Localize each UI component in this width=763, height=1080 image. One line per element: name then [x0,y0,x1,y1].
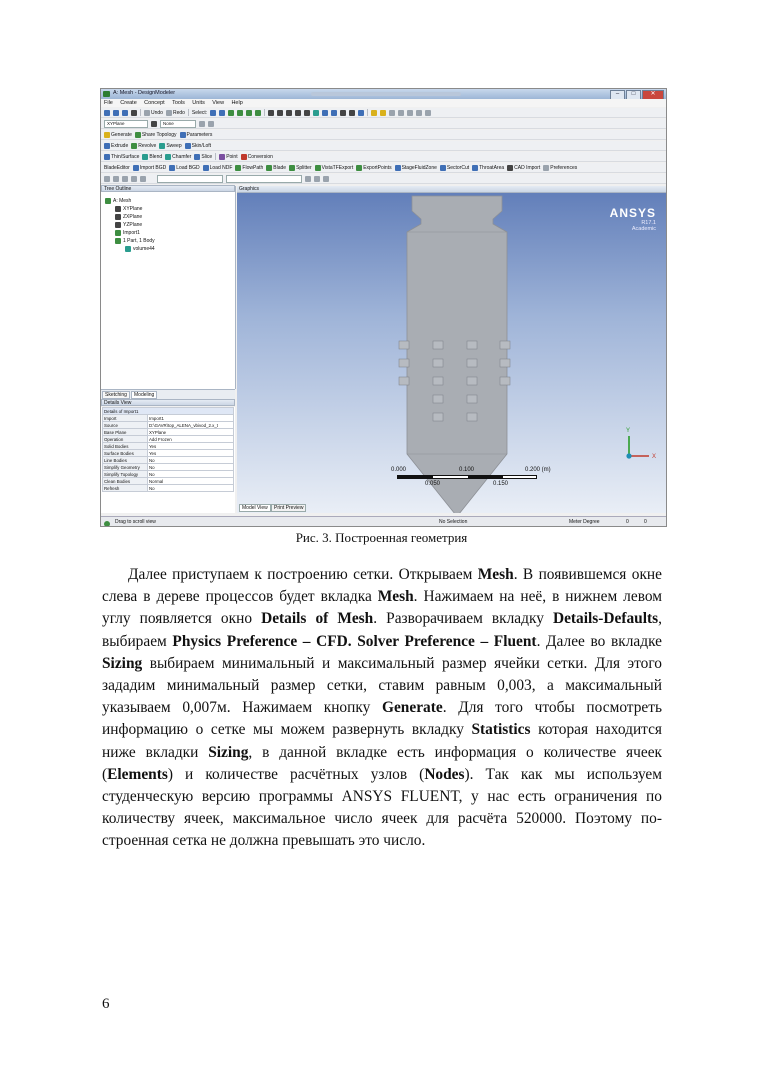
splitter-button[interactable]: Splitter [289,165,312,171]
load-bgd-button[interactable]: Load BGD [169,165,199,171]
menu-units[interactable]: Units [192,100,205,106]
tree-node-yzplane[interactable]: YZPlane [115,222,142,228]
export-points-icon [356,165,362,171]
vistatf-icon [315,165,321,171]
filter-4-icon[interactable] [131,176,137,182]
menu-tools[interactable]: Tools [172,100,185,106]
close-button[interactable]: ✕ [642,90,664,100]
undo-button[interactable]: Undo [144,110,163,116]
bold-term: Details-Defaults [552,610,659,628]
graphics-viewport[interactable]: Y X ANSYS R17.1 Academic 0.000 0.100 0.200 (m) 0.050 0.150 [237,186,666,513]
svg-text:X: X [652,454,657,460]
graphics-header: Graphics [237,186,666,193]
filter-1-icon[interactable] [104,176,110,182]
tree-node-import1[interactable]: Import1 [115,230,140,236]
details-row[interactable]: Operation Add Frozen [103,436,234,443]
body-paragraph [102,564,662,853]
geometry-view [237,186,666,513]
cad-import-icon [507,165,513,171]
filter-8-icon[interactable] [323,176,329,182]
filter-3-icon[interactable] [122,176,128,182]
plane-icon [115,222,121,228]
status-value-2: 0 [644,519,647,525]
import-icon [115,230,121,236]
bold-term: Generate [382,699,443,717]
bold-term: Physics Preference – CFD. Solver Preference – Fluent [172,632,537,650]
new-sketch-icon[interactable] [199,121,205,127]
zoom-fit-icon[interactable] [304,110,310,116]
select-edges-icon[interactable] [237,110,243,116]
axis-triad [626,428,656,460]
tree-node-volume[interactable]: volume44 [125,246,155,252]
minimize-button[interactable]: – [610,90,625,100]
share-topology-icon [135,132,141,138]
new-plane-icon[interactable] [151,121,157,127]
bold-term: Elements [107,765,168,783]
export-icon[interactable] [122,110,128,116]
screenshot-icon[interactable] [131,110,137,116]
details-row[interactable]: Import Import1 [103,415,234,422]
tab-modeling[interactable]: Modeling [131,391,157,399]
sketch-select[interactable]: None [160,120,196,128]
redo-button[interactable]: Redo [166,110,185,116]
text-run: ) и количестве расчётных узлов ( [167,765,425,783]
display-model-icon[interactable] [358,110,364,116]
tree-outline-header: Tree Outline [101,185,235,192]
generate-toolbar [101,130,666,140]
filter-5-icon[interactable] [140,176,146,182]
details-row[interactable]: Simplify Topology No [103,471,234,478]
lightning-icon [104,132,110,138]
generate-button[interactable]: Generate [104,132,132,138]
thick-edge-icon[interactable] [398,110,404,116]
share-topology-button[interactable]: Share Topology [135,132,177,138]
bold-term: Sizing [208,743,249,761]
rotate-icon[interactable] [268,110,274,116]
title-bar [101,89,666,99]
model-icon [105,198,111,204]
parameters-button[interactable]: Parameters [180,132,213,138]
previous-view-icon[interactable] [322,110,328,116]
import-bgd-icon [133,165,139,171]
edge-color-icon[interactable] [380,110,386,116]
display-plane-icon[interactable] [349,110,355,116]
details-row[interactable]: Simplify Geometry No [103,464,234,471]
tab-model-view[interactable]: Model View [239,504,271,512]
import-bgd-button[interactable]: Import BGD [133,165,166,171]
text-run: , в данной вкладке есть информация о количестве ячеек ( [102,743,662,783]
details-row[interactable]: Source D:\GAVR\top_ALENA_vbivod_2.x_t [103,422,234,429]
splitter-icon [289,165,295,171]
sector-cut-icon [440,165,446,171]
chamfer-button[interactable]: Chamfer [165,154,191,160]
details-row[interactable]: Base Plane XYPlane [103,429,234,436]
filter-field-2[interactable] [226,175,302,183]
menu-create[interactable]: Create [120,100,137,106]
vertex-icon[interactable] [416,110,422,116]
face-color-icon[interactable] [371,110,377,116]
text-run: . Нажимаем на неё, в нижнем левом углу появляется окно [102,588,662,628]
details-row[interactable]: Surface Bodies Yes [103,450,234,457]
select-filter-icon[interactable] [219,110,225,116]
sector-cut-button[interactable]: SectorCut [440,165,469,171]
features-toolbar [101,141,666,151]
tree-node-xyplane[interactable]: XYPlane [115,206,142,212]
export-points-button[interactable]: ExportPoints [356,165,391,171]
save-icon[interactable] [113,110,119,116]
svg-text:Y: Y [626,428,631,434]
revolve-button[interactable]: Revolve [131,143,156,149]
bold-term: Nodes [424,765,465,783]
tree-tabs [101,389,235,399]
details-title: Details of Import1 [103,408,234,415]
window-title: A: Mesh - DesignModeler [113,90,176,96]
select-bodies-icon[interactable] [255,110,261,116]
menu-bar [101,99,666,107]
menu-help[interactable]: Help [231,100,243,106]
extrude-icon [104,143,110,149]
text-run: . Далее во вкладке [536,632,662,650]
throat-area-icon [472,165,478,171]
tab-print-preview[interactable]: Print Preview [271,504,306,512]
text-run: . В появившемся окне слева в дереве процессов будет вкладка [102,566,662,606]
bladegen-toolbar [101,163,666,173]
blend-button[interactable]: Blend [142,154,162,160]
text-run: ). Так как мы используем студенческую версию программы ANSYS FLUENT, у нас есть ограничения по количеству ячеек, максимальное число ячеек для расчёта 520000. Поэтому построенная сетка не должна превышать это число. [102,765,663,850]
thin-surface-button[interactable]: Thin/Surface [104,154,139,160]
flowpath-button[interactable]: FlowPath [235,165,263,171]
parameters-icon [180,132,186,138]
maximize-button[interactable]: □ [626,90,641,100]
extrude-button[interactable]: Extrude [104,143,128,149]
point-button[interactable]: Point [219,154,237,160]
details-row[interactable]: Solid Bodies Yes [103,443,234,450]
plane-icon [115,206,121,212]
load-ndf-icon [203,165,209,171]
bold-term: Mesh [377,588,414,606]
modify-toolbar [101,152,666,162]
redo-icon [166,110,172,116]
conversion-button[interactable]: Conversion [241,154,273,160]
skin-loft-button[interactable]: Skin/Loft [185,143,211,149]
blade-editor-button[interactable]: BladeEditor [104,164,130,171]
text-run: , выбираем [102,610,662,650]
text-run: . Разворачиваем вкладку [373,610,553,628]
filter-toolbar [101,174,666,184]
blade-icon [266,165,272,171]
body-geometry [407,196,507,513]
flowpath-icon [235,165,241,171]
chamfer-icon [165,154,171,160]
plane-toolbar [101,119,666,129]
plane-select[interactable]: XYPlane [104,120,148,128]
load-bgd-icon [169,165,175,171]
filter-6-icon[interactable] [305,176,311,182]
plane-icon [115,214,121,220]
body-icon [125,246,131,252]
status-units: Meter Degree [569,519,600,525]
zoom-icon[interactable] [286,110,292,116]
vistatf-export-button[interactable]: VistaTFExport [315,165,354,171]
slice-button[interactable]: Slice [194,154,212,160]
menu-file[interactable]: File [104,100,113,106]
status-bar [101,516,666,527]
undo-icon [144,110,150,116]
tree-node-root[interactable]: A: Mesh [105,198,131,204]
text-run: Далее приступаем к построению сетки. Открываем [128,566,478,583]
cad-import-button[interactable]: CAD Import [507,165,540,171]
tree-node-parts[interactable]: 1 Part, 1 Body [115,238,155,244]
tree-outline [101,186,236,389]
details-row[interactable]: Clean Bodies Normal [103,478,234,485]
pan-icon[interactable] [277,110,283,116]
preferences-icon [543,165,549,171]
tab-sketching[interactable]: Sketching [102,391,130,399]
details-row[interactable]: Refresh No [103,485,234,492]
conversion-icon [241,154,247,160]
point-icon [219,154,225,160]
slice-icon [194,154,200,160]
page-number: 6 [102,996,110,1012]
standard-toolbar [101,108,666,118]
figure-caption: Рис. 3. Построенная геометрия [295,530,468,545]
look-at-icon[interactable] [208,121,214,127]
ansys-logo: ANSYS R17.1 Academic [609,206,656,232]
bold-term: Statistics [471,721,531,739]
stage-fluid-zone-button[interactable]: StageFluidZone [395,165,437,171]
bold-term: Mesh [477,566,514,583]
filter-7-icon[interactable] [314,176,320,182]
line-style-icon[interactable] [389,110,395,116]
text-run: которая находится ниже вкладки [102,721,663,761]
blend-icon [142,154,148,160]
bold-term: Sizing [102,654,143,672]
text-run: выбираем минимальный и максимальный размер ячейки сетки. Для этого зададим минимальный размер сетки, ставим равным 0,003, а максимальный указываем 0,007м. Нажимаем кнопку [102,654,662,717]
status-hint: Drag to scroll view [115,519,156,525]
new-icon[interactable] [104,110,110,116]
filter-field-1[interactable] [157,175,223,183]
load-ndf-button[interactable]: Load NDF [203,165,233,171]
isometric-view-icon[interactable] [340,110,346,116]
menu-view[interactable]: View [212,100,225,106]
sweep-icon [159,143,165,149]
details-view-header: Details View [101,399,235,406]
tree-node-zxplane[interactable]: ZXPlane [115,214,142,220]
parts-icon [115,238,121,244]
app-icon [103,91,110,97]
ruler-icon[interactable] [425,110,431,116]
select-points-icon[interactable] [228,110,234,116]
throat-area-button[interactable]: ThroatArea [472,165,504,171]
edge-direction-icon[interactable] [407,110,413,116]
status-value-1: 0 [626,519,629,525]
designmodeler-screenshot [100,88,667,527]
thin-surface-icon [104,154,110,160]
skin-loft-icon [185,143,191,149]
blade-button[interactable]: Blade [266,165,286,171]
filter-2-icon[interactable] [113,176,119,182]
sweep-button[interactable]: Sweep [159,143,181,149]
menu-concept[interactable]: Concept [144,100,165,106]
magnifier-icon[interactable] [313,110,319,116]
revolve-icon [131,143,137,149]
select-faces-icon[interactable] [246,110,252,116]
details-view [101,407,235,513]
status-selection: No Selection [439,519,468,525]
select-label: Select: [191,109,208,116]
details-row[interactable]: Line Bodies No [103,457,234,464]
stage-fluid-zone-icon [395,165,401,171]
select-mode-icon[interactable] [210,110,216,116]
next-view-icon[interactable] [331,110,337,116]
box-zoom-icon[interactable] [295,110,301,116]
text-run: . Для того чтобы посмотреть информацию о сетке мы можем развернуть вкладку [102,699,662,739]
preferences-button[interactable]: Preferences [543,165,577,171]
bold-term: Details of Mesh [261,610,374,628]
